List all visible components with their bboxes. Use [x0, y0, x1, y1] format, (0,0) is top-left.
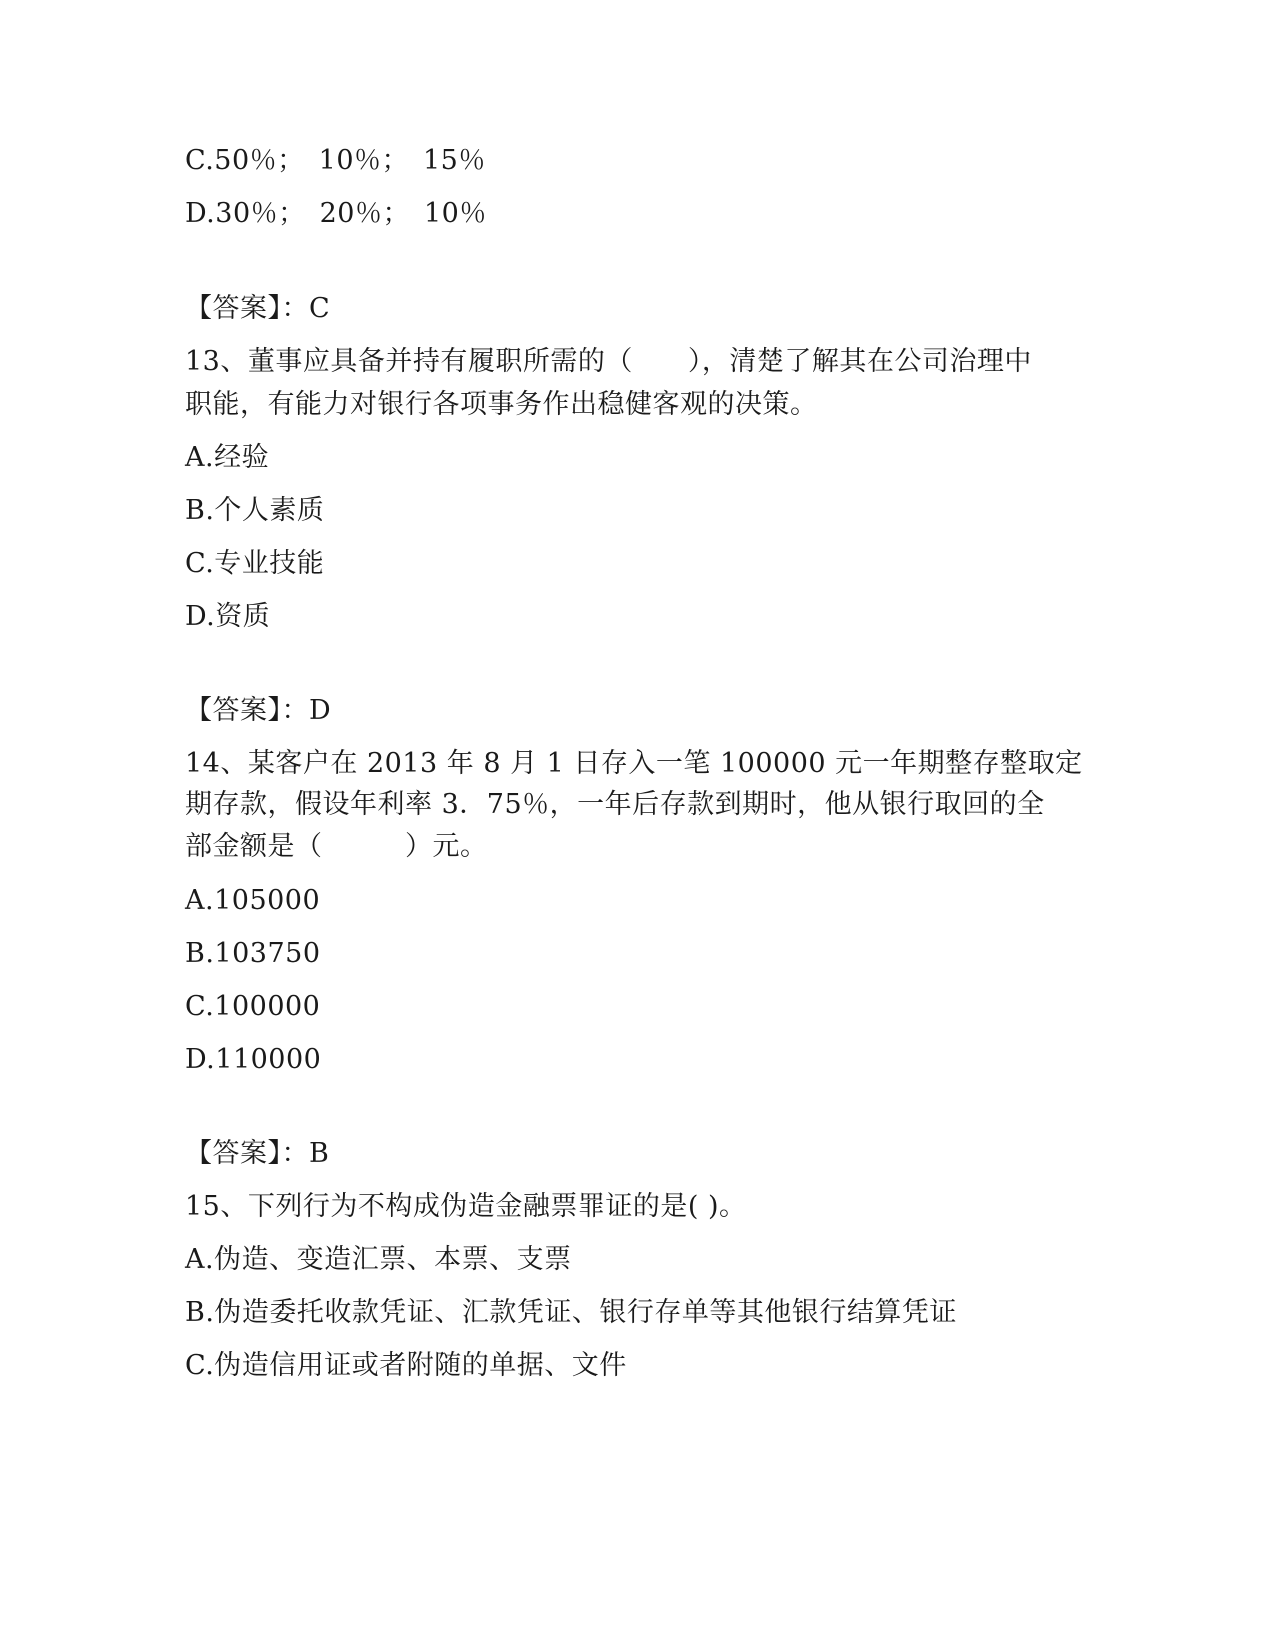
q14-answer: 【答案】：B	[185, 1138, 330, 1169]
q15-option-a: A.伪造、变造汇票、本票、支票	[185, 1244, 572, 1275]
q12-option-c: C.50％； 10％； 15％	[185, 145, 486, 176]
q13-option-c: C.专业技能	[185, 548, 325, 579]
q14-option-d: D.110000	[185, 1044, 322, 1075]
q13-answer: 【答案】：D	[185, 695, 332, 726]
q13-stem-line2: 职能，有能力对银行各项事务作出稳健客观的决策。	[185, 389, 818, 420]
q13-option-d: D.资质	[185, 601, 271, 632]
q14-stem-line2: 期存款，假设年利率 3．75％，一年后存款到期时，他从银行取回的全	[185, 789, 1045, 820]
q12-option-d: D.30％； 20％； 10％	[185, 198, 487, 229]
q14-stem-line3: 部金额是（ ）元。	[185, 831, 488, 862]
q15-option-c: C.伪造信用证或者附随的单据、文件	[185, 1350, 627, 1381]
q13-option-b: B.个人素质	[185, 495, 325, 526]
q14-option-c: C.100000	[185, 991, 321, 1022]
q12-answer: 【答案】：C	[185, 293, 331, 324]
q15-option-b: B.伪造委托收款凭证、汇款凭证、银行存单等其他银行结算凭证	[185, 1297, 957, 1328]
q13-option-a: A.经验	[185, 442, 270, 473]
q14-option-a: A.105000	[185, 885, 321, 916]
q14-option-b: B.103750	[185, 938, 321, 969]
q14-stem-line1: 14、某客户在 2013 年 8 月 1 日存入一笔 100000 元一年期整存整取定	[185, 748, 1083, 779]
q13-stem-line1: 13、董事应具备并持有履职所需的（ ），清楚了解其在公司治理中	[185, 346, 1032, 377]
q15-stem: 15、下列行为不构成伪造金融票罪证的是( )。	[185, 1191, 747, 1222]
